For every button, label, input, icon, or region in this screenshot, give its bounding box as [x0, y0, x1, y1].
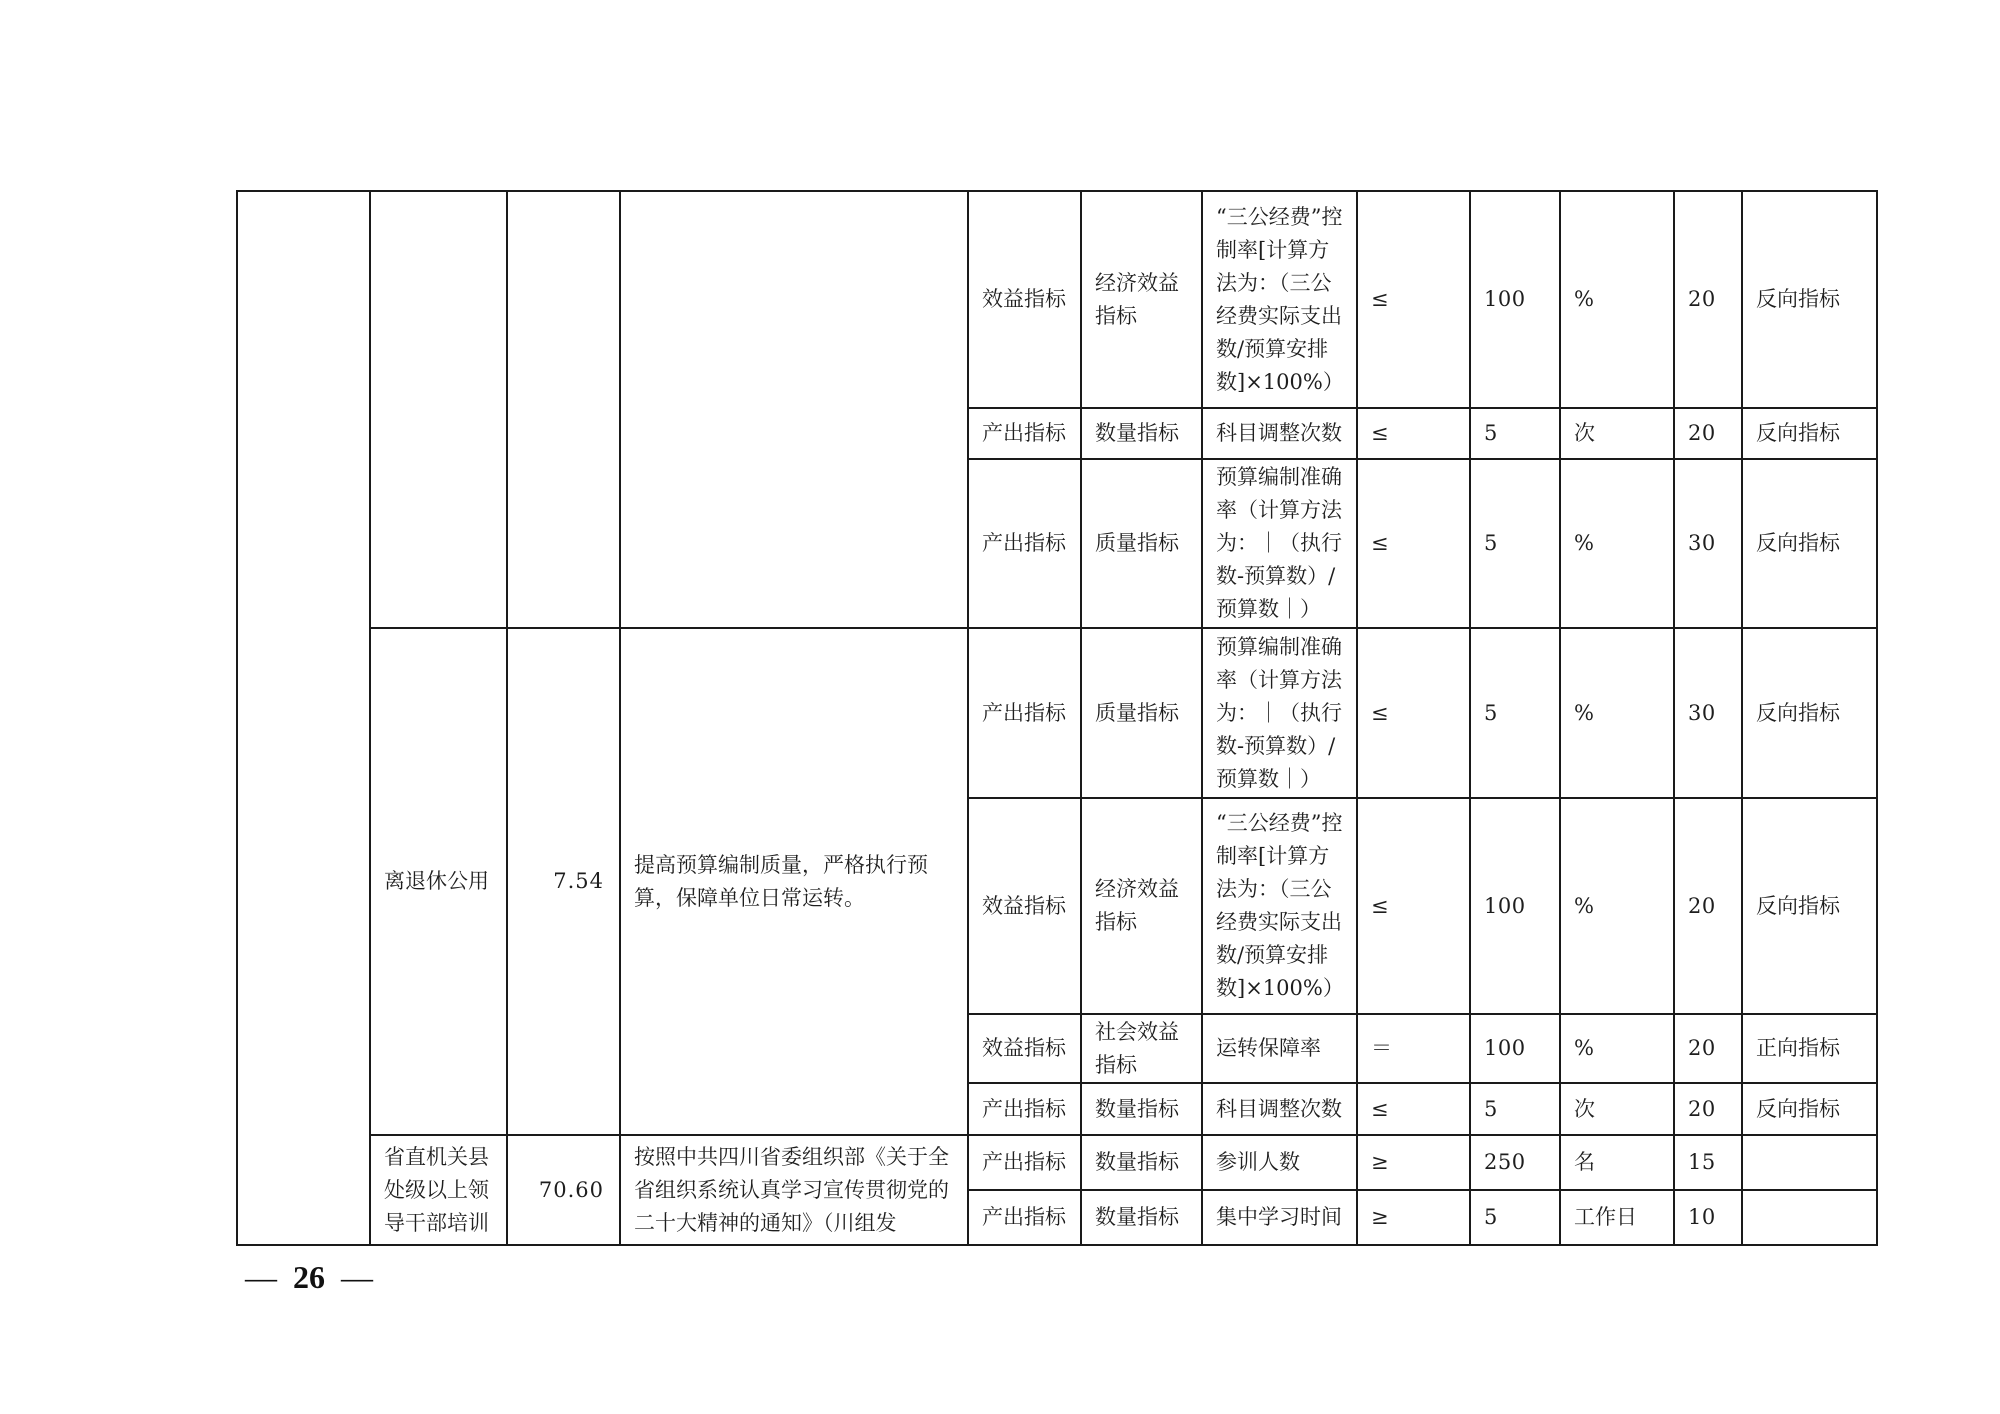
page-number-dash-right: —: [341, 1259, 373, 1295]
target-value-cell: 5: [1470, 628, 1560, 798]
page-number-dash-left: —: [245, 1259, 277, 1295]
indicator-level2-cell: 经济效益指标: [1081, 191, 1202, 408]
indicator-level2-cell: 数量指标: [1081, 1083, 1202, 1135]
unit-cell: %: [1560, 628, 1674, 798]
table-row: [237, 1135, 1877, 1190]
performance-indicator-table: [236, 190, 1878, 1246]
unit-cell: 次: [1560, 1083, 1674, 1135]
page-number: 26: [293, 1259, 325, 1295]
target-value-cell: 5: [1470, 408, 1560, 459]
project-amount-cell: [507, 191, 620, 628]
unit-cell: 工作日: [1560, 1190, 1674, 1245]
direction-cell: 反向指标: [1742, 191, 1877, 408]
weight-cell: 20: [1674, 1083, 1742, 1135]
direction-cell: 反向指标: [1742, 459, 1877, 628]
indicator-level2-cell: 数量指标: [1081, 1190, 1202, 1245]
target-value-cell: 100: [1470, 191, 1560, 408]
operator-cell: ≥: [1357, 1190, 1470, 1245]
weight-cell: 30: [1674, 628, 1742, 798]
target-value-cell: 100: [1470, 798, 1560, 1014]
indicator-level1-cell: 产出指标: [968, 1190, 1081, 1245]
operator-cell: ≤: [1357, 191, 1470, 408]
direction-cell: 反向指标: [1742, 1083, 1877, 1135]
project-amount-cell: 7.54: [507, 628, 620, 1135]
indicator-level1-cell: 产出指标: [968, 459, 1081, 628]
unit-cell: %: [1560, 1014, 1674, 1083]
direction-cell: 反向指标: [1742, 408, 1877, 459]
department-cell: [237, 191, 370, 1245]
operator-cell: ≤: [1357, 459, 1470, 628]
indicator-level2-cell: 数量指标: [1081, 1135, 1202, 1190]
table-row: [237, 628, 1877, 798]
page-number-footer: [245, 1257, 373, 1297]
indicator-level1-cell: 产出指标: [968, 408, 1081, 459]
operator-cell: ＝: [1357, 1014, 1470, 1083]
weight-cell: 20: [1674, 798, 1742, 1014]
indicator-name-cell: 集中学习时间: [1202, 1190, 1357, 1245]
indicator-level2-cell: 质量指标: [1081, 628, 1202, 798]
project-name-cell: 离退休公用: [370, 628, 507, 1135]
operator-cell: ≤: [1357, 628, 1470, 798]
project-goal-cell: 按照中共四川省委组织部《关于全省组织系统认真学习宣传贯彻党的二十大精神的通知》（川组发: [620, 1135, 968, 1245]
indicator-name-cell: “三公经费”控制率[计算方法为：（三公经费实际支出数/预算安排数]×100%）: [1202, 798, 1357, 1014]
direction-cell: 反向指标: [1742, 628, 1877, 798]
indicator-level1-cell: 产出指标: [968, 628, 1081, 798]
indicator-level1-cell: 效益指标: [968, 1014, 1081, 1083]
unit-cell: 名: [1560, 1135, 1674, 1190]
indicator-name-cell: 科目调整次数: [1202, 1083, 1357, 1135]
indicator-level2-cell: 经济效益指标: [1081, 798, 1202, 1014]
direction-cell: 反向指标: [1742, 798, 1877, 1014]
operator-cell: ≤: [1357, 798, 1470, 1014]
unit-cell: 次: [1560, 408, 1674, 459]
direction-cell: [1742, 1190, 1877, 1245]
project-name-cell: 省直机关县处级以上领导干部培训: [370, 1135, 507, 1245]
weight-cell: 20: [1674, 408, 1742, 459]
indicator-level1-cell: 效益指标: [968, 798, 1081, 1014]
indicator-name-cell: 预算编制准确率（计算方法为：｜（执行数-预算数）/预算数｜）: [1202, 628, 1357, 798]
unit-cell: %: [1560, 459, 1674, 628]
indicator-level2-cell: 数量指标: [1081, 408, 1202, 459]
target-value-cell: 100: [1470, 1014, 1560, 1083]
weight-cell: 15: [1674, 1135, 1742, 1190]
indicator-level1-cell: 产出指标: [968, 1135, 1081, 1190]
indicator-level2-cell: 社会效益指标: [1081, 1014, 1202, 1083]
project-goal-cell: [620, 191, 968, 628]
indicator-name-cell: 科目调整次数: [1202, 408, 1357, 459]
indicator-name-cell: “三公经费”控制率[计算方法为：（三公经费实际支出数/预算安排数]×100%）: [1202, 191, 1357, 408]
indicator-name-cell: 运转保障率: [1202, 1014, 1357, 1083]
target-value-cell: 5: [1470, 1190, 1560, 1245]
target-value-cell: 5: [1470, 1083, 1560, 1135]
direction-cell: 正向指标: [1742, 1014, 1877, 1083]
project-amount-cell: 70.60: [507, 1135, 620, 1245]
target-value-cell: 5: [1470, 459, 1560, 628]
operator-cell: ≤: [1357, 408, 1470, 459]
weight-cell: 20: [1674, 191, 1742, 408]
target-value-cell: 250: [1470, 1135, 1560, 1190]
weight-cell: 20: [1674, 1014, 1742, 1083]
operator-cell: ≥: [1357, 1135, 1470, 1190]
unit-cell: %: [1560, 191, 1674, 408]
indicator-name-cell: 参训人数: [1202, 1135, 1357, 1190]
indicator-name-cell: 预算编制准确率（计算方法为：｜（执行数-预算数）/预算数｜）: [1202, 459, 1357, 628]
indicator-level2-cell: 质量指标: [1081, 459, 1202, 628]
weight-cell: 10: [1674, 1190, 1742, 1245]
project-goal-cell: 提高预算编制质量，严格执行预算，保障单位日常运转。: [620, 628, 968, 1135]
operator-cell: ≤: [1357, 1083, 1470, 1135]
project-name-cell: [370, 191, 507, 628]
unit-cell: %: [1560, 798, 1674, 1014]
weight-cell: 30: [1674, 459, 1742, 628]
direction-cell: [1742, 1135, 1877, 1190]
table-row: [237, 191, 1877, 408]
indicator-level1-cell: 产出指标: [968, 1083, 1081, 1135]
indicator-level1-cell: 效益指标: [968, 191, 1081, 408]
